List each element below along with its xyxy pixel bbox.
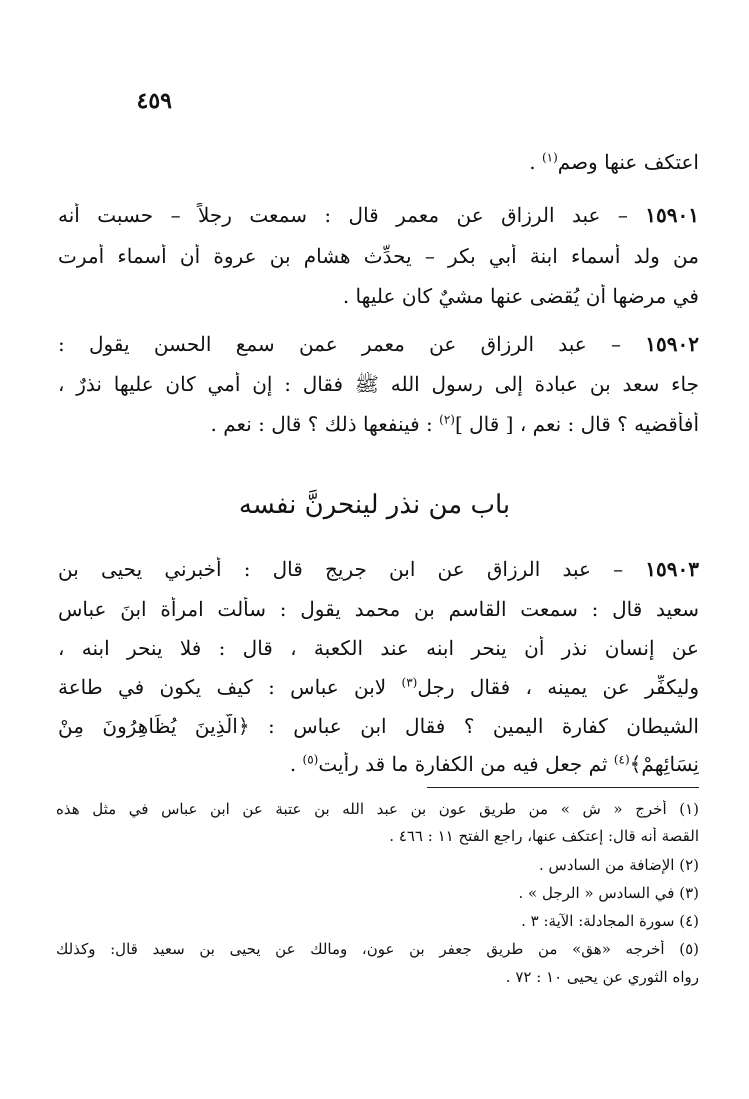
footnote-line: (١) أخرج « ش » من طريق عون بن عبد الله بن عتبة عن ابن عباس في مثل هذه xyxy=(56,800,699,818)
footnote-line: القصة أنه قال: إعتكف عنها، راجع الفتح ١١ : ٤٦٦ . xyxy=(389,827,699,845)
body-text: سعيد قال : سمعت القاسم بن محمد يقول : سألت امرأة ابنَ عباس xyxy=(58,597,699,621)
footnote-line: (٤) سورة المجادلة: الآية: ٣ . xyxy=(521,912,699,930)
page-number: ٤٥٩ xyxy=(136,88,172,114)
body-text: من ولد أسماء ابنة أبي بكر – يحدِّث هشام بن عروة أن أسماء أمرت xyxy=(58,244,699,268)
hadith-15902-line xyxy=(58,332,699,356)
body-text: جاء سعد بن عبادة إلى رسول الله ﷺ فقال : إن أمي كان عليها نذرٌ ، xyxy=(58,372,699,396)
quran-text: نِسَائِهِمْ﴾ xyxy=(629,752,699,776)
body-line xyxy=(58,284,699,308)
body-line xyxy=(58,752,699,776)
body-text: – عبد الرزاق عن معمر قال : سمعت رجلاً – حسبت أنه xyxy=(58,203,646,227)
footnote-ref: (٥) xyxy=(302,752,319,767)
body-text: . xyxy=(529,150,542,174)
body-text: : فينفعها ذلك ؟ قال : نعم . xyxy=(210,412,440,436)
body-line xyxy=(58,714,699,738)
footnote-line: (٣) في السادس « الرجل » . xyxy=(518,884,699,902)
body-text: الشيطان كفارة اليمين ؟ فقال ابن عباس : ﴿الَّذِينَ يُظَاهِرُونَ مِنْ xyxy=(58,714,699,738)
hadith-15901-line xyxy=(58,203,699,227)
body-text: عن إنسان نذر أن ينحر ابنه عند الكعبة ، قال : فلا ينحر ابنه ، xyxy=(58,636,699,660)
body-text: – عبد الرزاق عن معمر عمن سمع الحسن يقول : xyxy=(58,332,646,356)
footnote-ref: (٤) xyxy=(613,752,630,767)
body-line xyxy=(58,244,699,268)
body-line xyxy=(58,675,699,699)
body-line xyxy=(58,150,699,174)
footnote-line: (٥) أخرجه «هق» من طريق جعفر بن عون، ومالك عن يحيى بن سعيد قال: وكذلك xyxy=(56,940,699,958)
body-text: . xyxy=(289,752,303,776)
hadith-15903-line xyxy=(58,557,699,581)
footnote-ref: (١) xyxy=(541,150,558,165)
body-line xyxy=(58,597,699,621)
body-text: لابن عباس : كيف يكون في طاعة xyxy=(58,675,402,699)
hadith-number: ١٥٩٠١ xyxy=(645,203,699,227)
body-text: وليكفِّر عن يمينه ، فقال رجل xyxy=(417,675,699,699)
body-text: – عبد الرزاق عن ابن جريج قال : أخبرني يحيى بن xyxy=(58,557,646,581)
chapter-title: باب من نذر لينحرنَّ نفسه xyxy=(238,490,511,520)
body-text: اعتكف عنها وصم xyxy=(557,150,699,174)
footnote-ref: (٢) xyxy=(439,412,455,427)
body-text: ثم جعل فيه من الكفارة ما قد رأيت xyxy=(318,752,614,776)
body-line xyxy=(58,412,699,436)
body-text: في مرضها أن يُقضى عنها مشيٌ كان عليها . xyxy=(342,284,699,308)
footnote-separator xyxy=(427,787,699,788)
hadith-number: ١٥٩٠٢ xyxy=(645,332,699,356)
hadith-number: ١٥٩٠٣ xyxy=(645,557,699,581)
body-line xyxy=(58,372,699,396)
footnote-line: رواه الثوري عن يحيى ١٠ : ٧٢ . xyxy=(505,968,699,986)
body-text: أفأقضيه ؟ قال : نعم ، [ قال ] xyxy=(454,412,699,436)
body-line xyxy=(58,636,699,660)
footnote-line: (٢) الإضافة من السادس . xyxy=(539,856,699,874)
footnote-ref: (٣) xyxy=(401,675,418,690)
